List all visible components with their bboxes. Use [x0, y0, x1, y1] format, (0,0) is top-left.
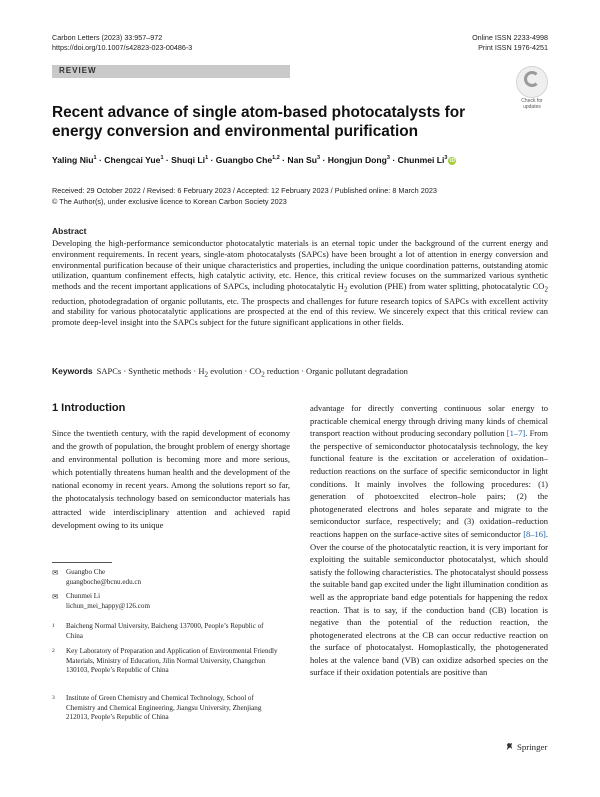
- affiliation-entry: 3 Institute of Green Chemistry and Chemical Technology, School of Chemistry and Chemical Engineering, Jiangsu University, Zhenjiang 212013, People’s Republic of China: [52, 694, 262, 721]
- intro-left-column: Since the twentieth century, with the rapid development of economy and the growth of population, the brought problem of energy shortage and environmental pollution is becoming more and more serious, which potentially threatens human health and the development of the national economy in recent years. Among the solutions report so far, the photocatalysis technology based on semiconductor materials has attracted wide interdisciplinary attention and achieved rapid development owing to its unique: [52, 428, 290, 530]
- dates-line: Received: 29 October 2022 / Revised: 6 February 2023 / Accepted: 12 February 2023 / Published online: 8 March 2023: [52, 186, 437, 195]
- copyright-line: © The Author(s), under exclusive licence to Korean Carbon Society 2023: [52, 196, 287, 206]
- author-name[interactable]: Chunmei Li: [397, 155, 445, 165]
- correspondence-entry: ✉ Chunmei Li lichun_mei_happy@126.com: [52, 592, 150, 610]
- author-name[interactable]: Shuqi Li: [171, 155, 206, 165]
- article-title: Recent advance of single atom-based photocatalysts for energy conversion and environmental purification: [52, 104, 466, 140]
- footnote-divider: [52, 562, 112, 563]
- citation-link[interactable]: [8–16]: [523, 528, 546, 539]
- issn-online: Online ISSN 2233-4998: [472, 33, 548, 42]
- author-name[interactable]: Hongjun Dong: [327, 155, 387, 165]
- springer-horse-icon: [505, 742, 514, 751]
- intro-right-column: advantage for directly converting continuous solar energy to practicable chemical energy through driving many kinds of chemical transport reaction without producing secondary pollution [1–7]. From the perspective of semiconductor photocatalysis technology, the key functional feature is the excitation or acceleration of oxidation–reduction reactions on the surface of specific semiconductor in light conditions. It mainly involves the following procedures: (1) generation of photoexcited electron–hole pairs; (2) the photogenerated electrons and holes separate and migrate to the semiconductor surface, respectively; and (3) oxidation–reduction reactions happen on the surface-active sites of semiconductor [8–16]. Over the course of the photocatalytic reaction, it is very important for exploiting the suitable semiconductor photocatalyst, which should satisfy the following characteristics. The photocatalyst should possess the suitable band gap excited under the light illumination condition as well as the appropriate band edge potentials for happening the redox reaction. That is to say, if the conduction band (CB) location is negative than the potential of the reduction reaction, the photogenerated electrons at the CB can occur reductive reaction on the surface of photocatalyst. Homoplastically, the photogenerated holes at the valence band (VB) can oxidize adsorbed species on the surface if their oxidation potentials are positive than: [310, 403, 548, 678]
- envelope-icon: ✉: [52, 592, 59, 601]
- author-list: Yaling Niu$^1$ · Chengcai Yue$^1$ · Shuqi $Li^1$ · Guangbo Che$^{1,2}$ · Nan $Su^3$ · Hongjun Dong$^3$ · Chunmei Li$^3$ iD: [52, 155, 455, 165]
- envelope-icon: ✉: [52, 568, 59, 577]
- author-affiliation-marker: 1: [160, 155, 164, 162]
- running-header-left: [52, 33, 192, 53]
- doi-link[interactable]: https://doi.org/10.1007/s42823-023-00486-3: [52, 43, 193, 52]
- publisher-logo: Springer: [505, 742, 547, 752]
- author-affiliation-marker: 1: [93, 155, 97, 162]
- correspondence-entry: ✉ Guangbo Che guangboche@bcnu.edu.cn: [52, 568, 142, 586]
- abstract-heading: Abstract: [52, 226, 87, 236]
- check-for-updates-icon[interactable]: [516, 66, 548, 98]
- affiliation-entry: 2 Key Laboratory of Preparation and Application of Environmental Friendly Materials, Ministry of Education, Jilin Normal University, Changchun 130103, People’s Republic of China: [52, 647, 278, 674]
- author-name[interactable]: Chengcai Yue: [104, 155, 161, 165]
- author-name[interactable]: Nan Su: [287, 155, 318, 165]
- author-name[interactable]: Yaling Niu: [52, 155, 94, 165]
- journal-citation: Carbon Letters (2023) 33:957–972: [52, 33, 163, 42]
- abstract-text: Developing the high-performance semiconductor photocatalytic materials is an eternal topic under the background of the current energy and environment requirements. In recent years, single-atom photocatalysts (SAPCs) have been brought a lot of attention in energy conversion and environmental purification because of their unique characteristics and properties, including the unique coordination patterns, outstanding atomic utilization, quantum confinement effects, high catalytic activity, etc. Hence, this critical review focuses on the summarized various synthetic methods and the recent important applications of SAPCs, including photocatalytic $H_2$ evolution (PHE) from water splitting, photocatalytic $CO_2$ reduction, photodegradation of organic pollutants, etc. The prospects and challenges for future research topics of SAPCs with excellent activity and stability for various photocatalytic applications are prospected at the end of this review. We sincerely expect that this critical review can promote deep-level insight into the SAPCs subject for the future significant applications in other fields.: [52, 238, 548, 328]
- orcid-icon[interactable]: iD: [449, 158, 455, 164]
- article-type-bar: [52, 65, 290, 78]
- author-affiliation-marker: 3: [444, 155, 448, 162]
- section-heading: 1 Introduction: [52, 402, 126, 414]
- check-for-updates-label[interactable]: Check for updates: [521, 98, 543, 110]
- issn-print: Print ISSN 1976-4251: [478, 43, 548, 52]
- author-affiliation-marker: 3: [386, 155, 390, 162]
- author-name[interactable]: Guangbo Che: [215, 155, 273, 165]
- email-link[interactable]: lichun_mei_happy@126.com: [66, 601, 150, 610]
- affiliation-entry: 1 Baicheng Normal University, Baicheng 137000, People’s Republic of China: [52, 622, 264, 640]
- keywords-label: Keywords: [52, 366, 93, 376]
- article-type-label: REVIEW: [59, 66, 97, 75]
- running-header-right: [472, 33, 548, 53]
- citation-link[interactable]: [1–7]: [506, 428, 526, 439]
- author-affiliation-marker: 1,2: [272, 155, 280, 162]
- publication-history: [52, 186, 437, 207]
- keywords: Keywords SAPCs · Synthetic methods · $H_2$ evolution · $CO_2$ reduction · Organic pollutant degradation: [52, 366, 408, 379]
- author-affiliation-marker: 1: [205, 155, 209, 162]
- author-affiliation-marker: 3: [317, 155, 321, 162]
- email-link[interactable]: guangboche@bcnu.edu.cn: [66, 577, 142, 586]
